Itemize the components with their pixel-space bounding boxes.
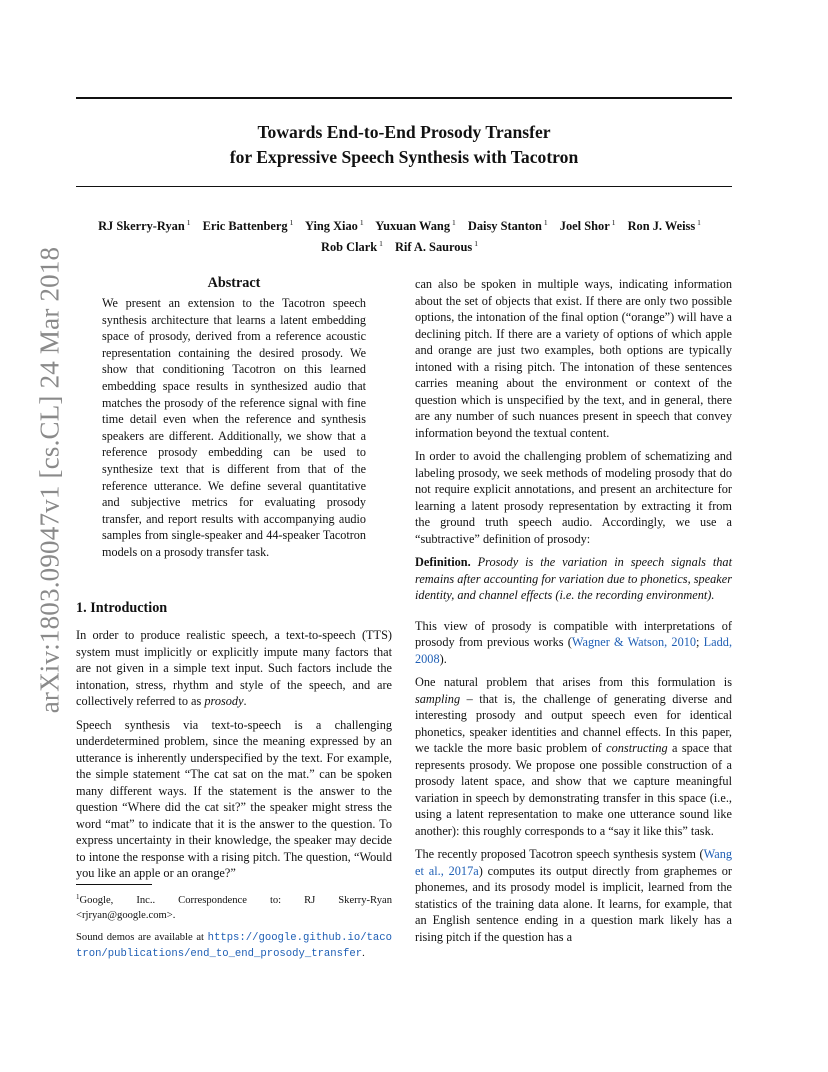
author-name: Ron J. Weiss bbox=[627, 219, 696, 233]
author-name: Rob Clark bbox=[321, 240, 378, 254]
right-paragraph-5: The recently proposed Tacotron speech synthesis system (Wang et al., 2017a) computes its output directly from graphemes or phonemes, and its prosody model is implicit, learned from the statistics of the training data alone. It learns, for example, that an English sentence ending in a question mark likely has a rising pitch if the question has a bbox=[415, 847, 732, 944]
footnote-sound-demos: Sound demos are available at https://google.github.io/tacotron/publications/end_to_end_prosody_transfer. bbox=[76, 932, 392, 960]
citation-ladd[interactable]: Ladd, 2008 bbox=[415, 635, 733, 666]
right-column-body bbox=[415, 276, 732, 945]
paper-title bbox=[76, 120, 732, 170]
intro-paragraph-2: Speech synthesis via text-to-speech is a challenging underdetermined problem, since the meaning expressed by an utterance is inherently underspecified by the text. For example, the simple statement “The cat sat on the mat.” can be spoken many different ways. If the statement is the answer to the question “Where did the cat sit?” the speaker might stress the word “mat” to indicate that it is the answer to the question. To express uncertainty in their knowledge, the speaker may decide to intone the response with a rising pitch. The question, “Would you like an apple or an orange?” bbox=[76, 717, 392, 880]
right-paragraph-2: In order to avoid the challenging problem of schematizing and labeling prosody, we seek methods of modeling prosody that do not require explicit annotations, and present an architecture for learning a latent prosody representation by extracting it from the ground truth speech audio. Accordingly, we use a “subtractive” definition of prosody: bbox=[415, 449, 732, 546]
author-name: RJ Skerry-Ryan bbox=[98, 219, 185, 233]
author-name: Joel Shor bbox=[559, 219, 610, 233]
author bbox=[395, 240, 478, 254]
author-name: Yuxuan Wang bbox=[375, 219, 451, 233]
abstract-text: We present an extension to the Tacotron speech synthesis architecture that learns a latent embedding space of prosody, derived from a reference acoustic representation containing the desired prosody. We show that conditioning Tacotron on this learned embedding space results in synthesized audio that matches the prosody of the reference signal with fine time detail even when the reference and synthesis speakers are different. Additionally, we show that a reference prosody embedding can be used to synthesize text that is different from that of the reference utterance. We define several quantitative and subjective metrics for evaluating prosody transfer, and report results with accompanying audio samples from single-speaker and 44-speaker Tacotron models on a prosody transfer task. bbox=[102, 296, 366, 559]
author-affiliation-mark: 1 bbox=[359, 218, 364, 227]
author bbox=[203, 219, 294, 233]
author-affiliation-mark: 1 bbox=[289, 218, 294, 227]
citation-wagner-watson[interactable]: Wagner & Watson, 2010 bbox=[571, 635, 697, 649]
author-name: Daisy Stanton bbox=[467, 219, 542, 233]
arxiv-stamp: arXiv:1803.09047v1 [cs.CL] 24 Mar 2018 bbox=[34, 246, 65, 714]
author-name: Ying Xiao bbox=[304, 219, 358, 233]
footnote-rule bbox=[76, 884, 152, 885]
intro-paragraph-1: In order to produce realistic speech, a text-to-speech (TTS) system must implicitly or explicitly impute many factors that are not given in a simple text input. Such factors include the intonation, stress, rhythm and style of the speech, and are collectively referred to as prosody. bbox=[76, 628, 392, 708]
sound-demos-link[interactable]: https://google.github.io/tacotron/publications/end_to_end_prosody_transfer bbox=[76, 932, 392, 960]
definition bbox=[415, 554, 732, 604]
author-affiliation-mark: 1 bbox=[697, 218, 701, 227]
author bbox=[305, 219, 364, 233]
definition-label: Definition. bbox=[415, 555, 471, 569]
title-line-1: Towards End-to-End Prosody Transfer bbox=[257, 122, 551, 142]
author bbox=[375, 219, 456, 233]
left-column-body bbox=[76, 627, 392, 882]
sampling-term: sampling bbox=[415, 691, 461, 706]
right-paragraph-3: This view of prosody is compatible with interpretations of prosody from previous works (Wagner & Watson, 2010; Ladd, 2008). bbox=[415, 618, 733, 666]
citation-wang-2017a[interactable]: Wang et al., 2017a bbox=[415, 847, 732, 878]
author-affiliation-mark: 1 bbox=[379, 239, 383, 248]
title-line-2: for Expressive Speech Synthesis with Tacotron bbox=[229, 147, 579, 167]
prosody-term: prosody bbox=[204, 694, 244, 708]
author-affiliation-mark: 1 bbox=[452, 218, 456, 227]
author bbox=[98, 219, 190, 233]
right-paragraph-1: can also be spoken in multiple ways, indicating information about the set of objects that exist. If there are only two possible options, the intonation of the final option (“orange”) will have a declining pitch. If there are a variety of options of which apple and orange are just two examples, both options are typically intoned with a rising pitch. The intonation of these sentences carries meaning about the environment or context of the question which is unspecified by the text, and in general, there are any number of such nuances present in speech that convey information beyond the textual content. bbox=[415, 277, 732, 440]
definition-text: Prosody is the variation in speech signals that remains after accounting for variation due to phonetics, speaker identity, and channel effects (i.e. the recording environment). bbox=[415, 555, 732, 602]
author-affiliation-mark: 1 bbox=[611, 218, 616, 227]
title-top-rule bbox=[76, 97, 732, 99]
author-name: Rif A. Saurous bbox=[394, 240, 473, 254]
section-heading-introduction: 1. Introduction bbox=[76, 600, 168, 616]
author-affiliation-mark: 1 bbox=[186, 218, 191, 227]
author-name: Eric Battenberg bbox=[202, 219, 288, 233]
author-affiliation-mark: 1 bbox=[474, 239, 478, 248]
right-paragraph-4: One natural problem that arises from this formulation is sampling – that is, the challenge of generating diverse and interesting prosody and output speech even for identical phonetics, speaker identities and channel effects. In this paper, we tackle the more basic problem of constructing a space that represents prosody. We propose one possible construction of a prosody latent space, and show that we capture meaningful variation in speech by demonstrating transfer in this space (i.e., using a latent representation to make one utterance sound like another): this roughly corresponds to a “say it like this” task. bbox=[415, 675, 732, 838]
title-bottom-rule bbox=[76, 186, 732, 187]
author-list bbox=[76, 214, 732, 256]
footnote-affiliation: $^1$Google, Inc.. Correspondence to: RJ Skerry-Ryan <rjryan@google.com>. bbox=[76, 893, 392, 921]
author bbox=[628, 219, 701, 233]
footnote bbox=[76, 890, 392, 962]
constructing-term: constructing bbox=[606, 741, 668, 755]
author-affiliation-mark: 1 bbox=[543, 218, 548, 227]
author bbox=[468, 219, 548, 233]
author bbox=[321, 240, 383, 254]
abstract-heading: Abstract bbox=[207, 275, 261, 291]
author bbox=[560, 219, 616, 233]
